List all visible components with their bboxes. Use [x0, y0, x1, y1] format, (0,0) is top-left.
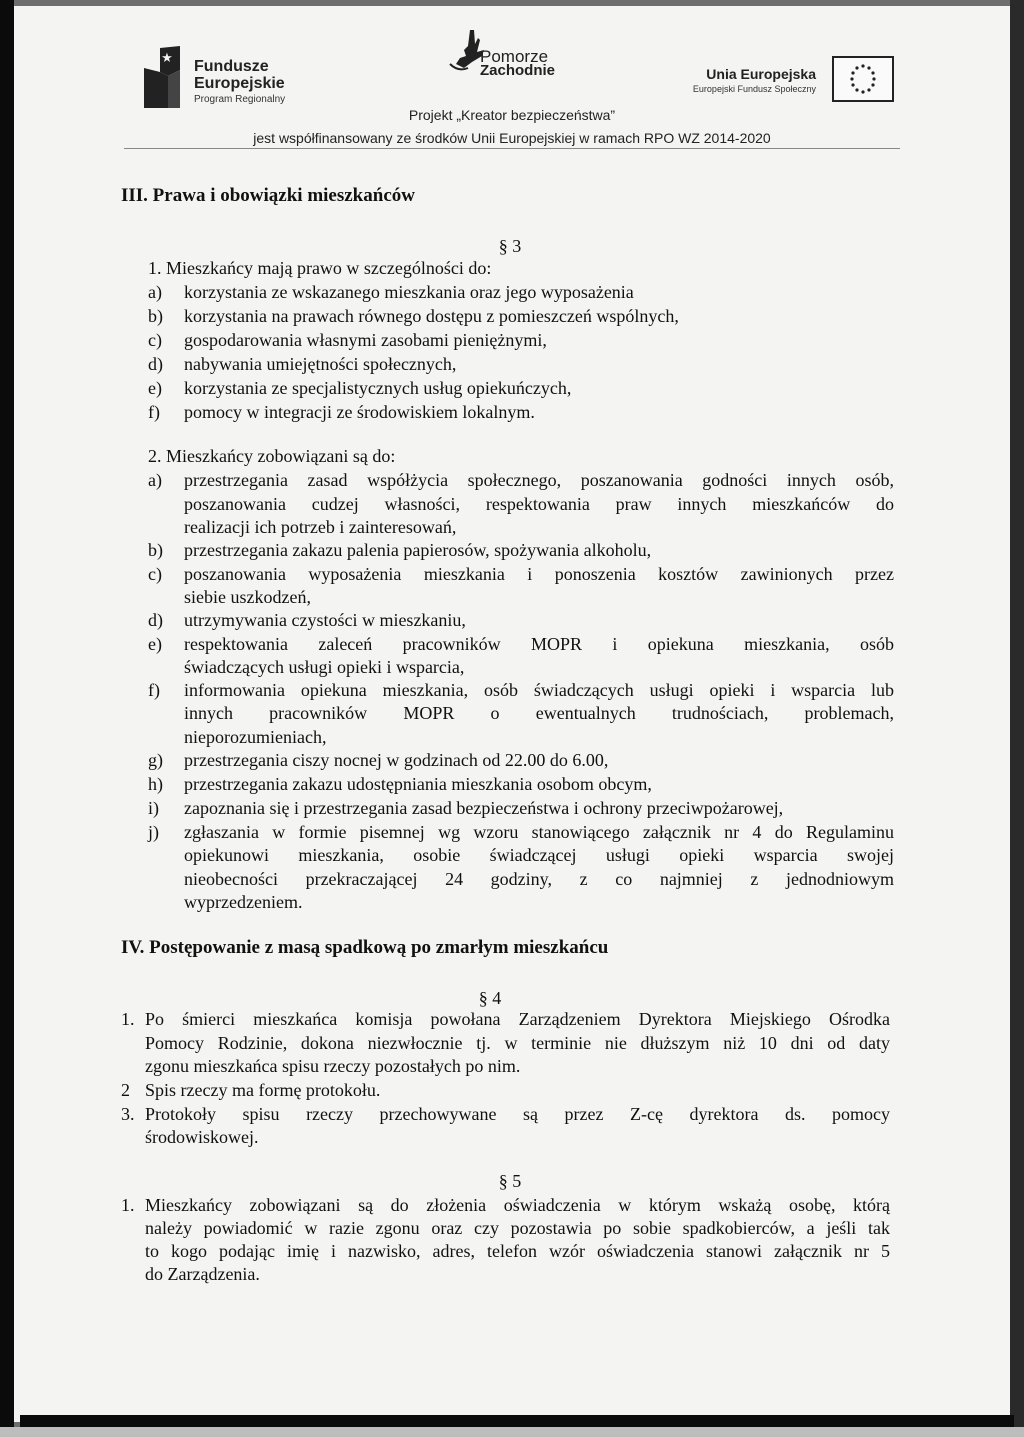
list-item-line: zapoznania się i przestrzegania zasad bezpieczeństwa i ochrony przeciwpożarowej,: [184, 798, 784, 818]
list-item: korzystania ze specjalistycznych usług opiekuńczych,: [184, 378, 572, 398]
list-item-line: świadczących usługi opieki i wsparcia,: [184, 657, 465, 677]
list-item-line: do Zarządzenia.: [145, 1264, 260, 1284]
list-item-line: zgonu mieszkańca spisu rzeczy pozostałych po nim.: [145, 1056, 521, 1076]
list-item-marker: e): [148, 634, 162, 654]
list-item-line: respektowania zaleceń pracowników MOPR i opiekuna mieszkania, osób: [184, 634, 894, 654]
scan-border-left: [0, 0, 14, 1437]
document-page: [14, 6, 1010, 1422]
fe-line2: Europejskie: [194, 75, 285, 92]
scan-border-bottom: [20, 1415, 1014, 1427]
list-item-marker: a): [148, 470, 162, 490]
project-title: Projekt „Kreator bezpieczeństwa”: [408, 107, 616, 123]
list-item: korzystania na prawach równego dostępu z pomieszczeń wspólnych,: [184, 306, 679, 326]
list-item-marker: 1.: [121, 1009, 135, 1029]
list-item-marker: c): [148, 330, 162, 350]
section-3-heading: III. Prawa i obowiązki mieszkańców: [121, 185, 415, 206]
fe-line1: Fundusze: [194, 58, 269, 75]
list-item-line: informowania opiekuna mieszkania, osób świadczących usługi opieki i wsparcia lub: [184, 680, 894, 700]
letterhead: [14, 6, 1010, 156]
scan-border-bottom-light: [0, 1427, 1024, 1437]
scan-border-right: [1010, 0, 1024, 1437]
list-item-line: poszanowania wyposażenia mieszkania i ponoszenia kosztów zawinionych przez: [184, 564, 894, 584]
list-item-line: należy powiadomić w razie zgonu oraz czy pozostawia po sobie spadkobierców, a jeśli tak: [145, 1218, 890, 1238]
list-item-line: Spis rzeczy ma formę protokołu.: [145, 1080, 381, 1100]
list-item-marker: e): [148, 378, 162, 398]
fundusze-europejskie-logo-icon: [142, 46, 186, 108]
list-item-marker: d): [148, 354, 163, 374]
section-4-heading: IV. Postępowanie z masą spadkową po zmarłym mieszkańcu: [121, 937, 609, 958]
paragraph-4-mark: § 4: [478, 988, 502, 1008]
list-item-line: przestrzegania zasad współżycia społecznego, poszanowania godności innych osób,: [184, 470, 894, 490]
list-item-line: Pomocy Rodzinie, dokona niezwłocznie tj. w terminie nie dłuższym niż 10 dni od daty: [145, 1033, 890, 1053]
list-item-marker: c): [148, 564, 162, 584]
pz-line2: Zachodnie: [480, 62, 556, 79]
list-item-marker: g): [148, 750, 163, 770]
list-item-marker: a): [148, 282, 162, 302]
list-item-line: poszanowania cudzej własności, respektowania praw innych mieszkańców do: [184, 494, 894, 514]
header-divider: [124, 148, 900, 149]
list-item: gospodarowania własnymi zasobami pieniężnymi,: [184, 330, 547, 350]
list-item-marker: 3.: [121, 1104, 135, 1124]
list-item-line: nieporozumieniach,: [184, 727, 327, 747]
paragraph-5-mark: § 5: [498, 1171, 522, 1191]
list-item-line: środowiskowej.: [145, 1127, 259, 1147]
ue-line2: Europejski Fundusz Społeczny: [692, 84, 816, 94]
list-item-marker: j): [148, 822, 159, 842]
list-item-marker: 2: [121, 1080, 130, 1100]
list-item-marker: i): [148, 798, 159, 818]
list-item-marker: f): [148, 402, 160, 422]
list-item: pomocy w integracji ze środowiskiem lokalnym.: [184, 402, 535, 422]
pomorze-zachodnie-text: [480, 47, 556, 79]
list-item-line: opiekunowi mieszkania, osobie świadczącej usługi opieki wsparcia swojej: [184, 845, 894, 865]
ue-line1: Unia Europejska: [706, 66, 816, 82]
list-item-line: przestrzegania zakazu palenia papierosów, spożywania alkoholu,: [184, 540, 652, 560]
list-item-line: przestrzegania zakazu udostępniania mieszkania osobom obcym,: [184, 774, 652, 794]
list-item-line: realizacji ich potrzeb i zainteresowań,: [184, 517, 457, 537]
fe-line3: Program Regionalny: [194, 94, 286, 105]
list-item-line: wyprzedzeniem.: [184, 892, 303, 912]
project-funding-note: jest współfinansowany ze środków Unii Europejskiej w ramach RPO WZ 2014-2020: [253, 130, 771, 146]
list-item: korzystania ze wskazanego mieszkania oraz jego wyposażenia: [184, 282, 634, 302]
list-item-marker: d): [148, 610, 163, 630]
list-item-line: przestrzegania ciszy nocnej w godzinach od 22.00 do 6.00,: [184, 750, 609, 770]
list-item-marker: f): [148, 680, 160, 700]
pz-line1: Pomorze: [480, 47, 549, 66]
list-item: nabywania umiejętności społecznych,: [184, 354, 457, 374]
rights-lead: 1. Mieszkańcy mają prawo w szczególności do:: [148, 258, 492, 278]
list-item-marker: h): [148, 774, 163, 794]
list-item-line: Mieszkańcy zobowiązani są do złożenia oświadczenia w którym wskażą osobę, którą: [145, 1195, 890, 1215]
list-item-line: to kogo podając imię i nazwisko, adres, telefon wzór oświadczenia stanowi załącznik nr 5: [145, 1241, 890, 1261]
fundusze-europejskie-text: [194, 58, 285, 105]
list-item-line: zgłaszania w formie pisemnej wg wzoru stanowiącego załącznik nr 4 do Regulaminu: [184, 822, 894, 842]
list-item-line: innych pracowników MOPR o ewentualnych trudnościach, problemach,: [184, 703, 894, 723]
duties-lead: 2. Mieszkańcy zobowiązani są do:: [148, 446, 396, 466]
list-item-marker: b): [148, 540, 163, 560]
svg-text:★: ★: [161, 51, 173, 66]
list-item-line: Po śmierci mieszkańca komisja powołana Zarządzeniem Dyrektora Miejskiego Ośrodka: [145, 1009, 890, 1029]
list-item-line: siebie uszkodzeń,: [184, 587, 311, 607]
list-item-line: utrzymywania czystości w mieszkaniu,: [184, 610, 466, 630]
list-item-marker: 1.: [121, 1195, 135, 1215]
unia-europejska-text: [686, 66, 816, 94]
paragraph-3-mark: § 3: [498, 236, 522, 256]
list-item-line: nieobecności przekraczającej 24 godziny, z co najmniej z jednodniowym: [184, 869, 894, 889]
list-item-marker: b): [148, 306, 163, 326]
eu-flag-icon: [832, 56, 894, 102]
list-item-line: Protokoły spisu rzeczy przechowywane są przez Z-cę dyrektora ds. pomocy: [145, 1104, 890, 1124]
